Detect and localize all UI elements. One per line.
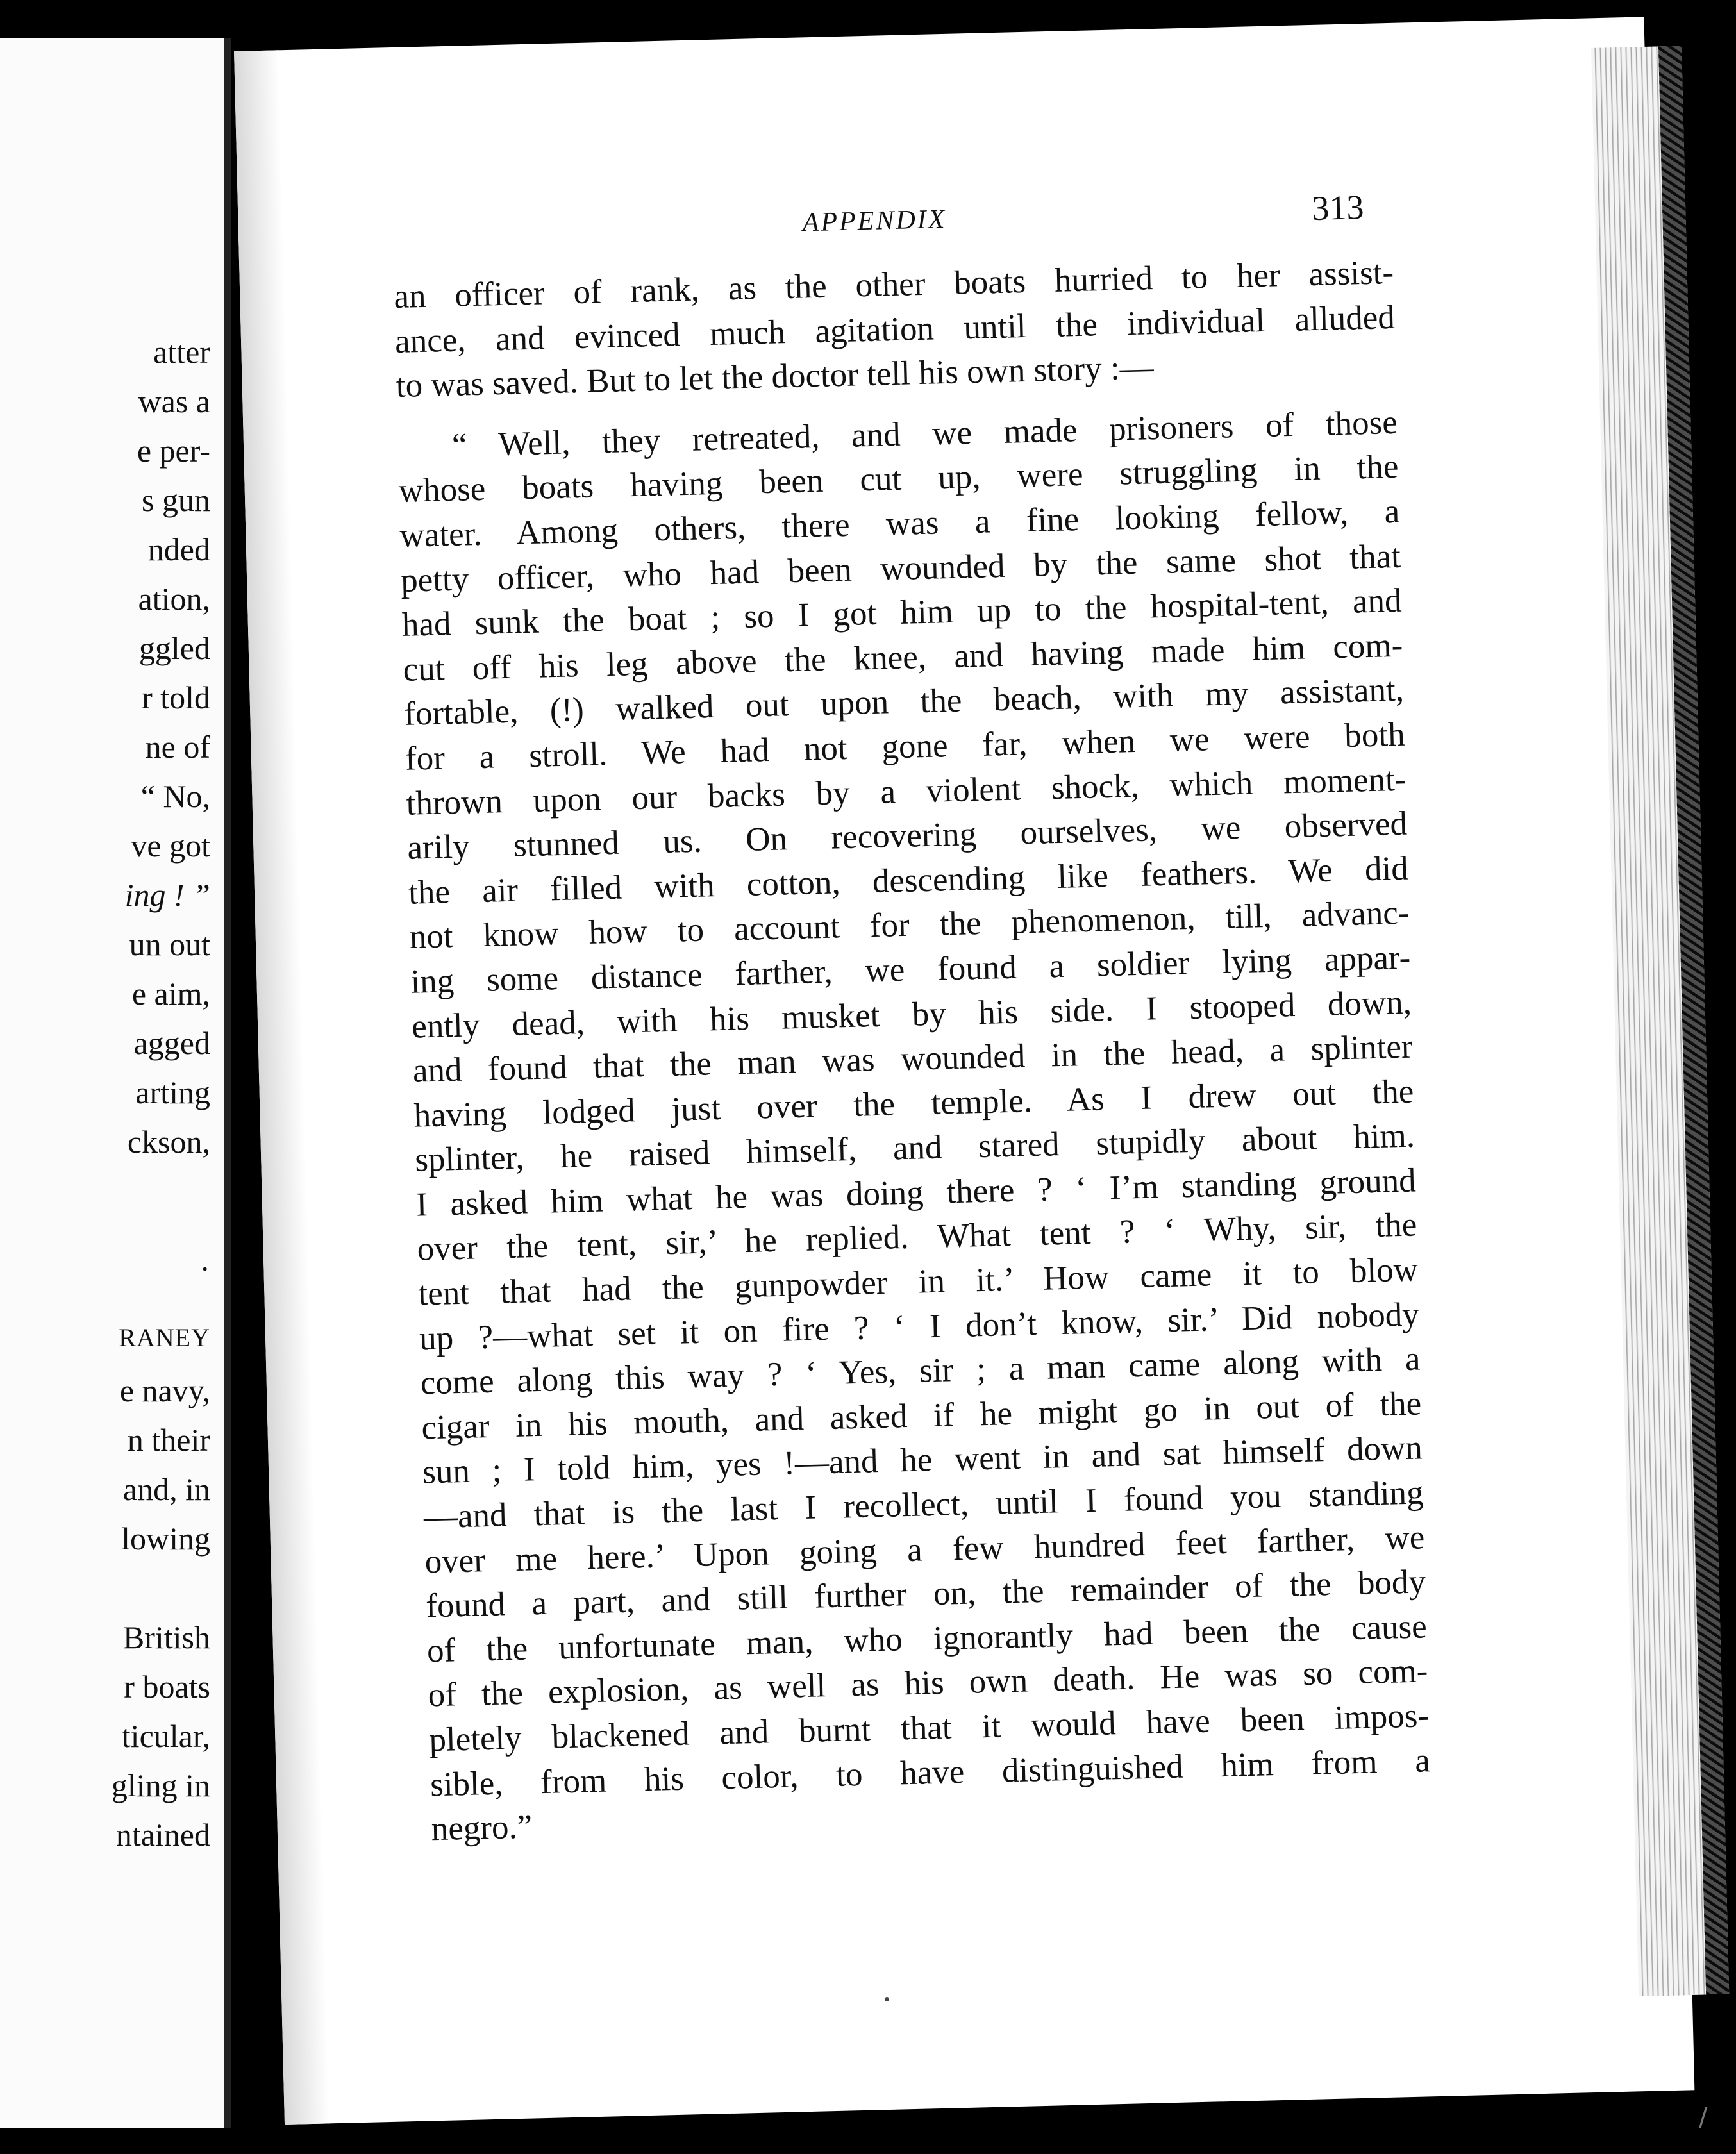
text-line: petty officer, who had been wounded by the same shot that: [400, 537, 1401, 599]
text-line: not know how to account for the phenomenon, till, advanc-: [409, 894, 1410, 956]
text-line: cigar in his mouth, and asked if he might go in out of the: [421, 1385, 1422, 1447]
left-line: e per-: [137, 433, 210, 469]
left-line: gling in: [111, 1767, 210, 1803]
left-line: ntained: [115, 1817, 210, 1853]
text-line: over the tent, sir,’ he replied. What tent ? ‘ Why, sir, the: [417, 1206, 1417, 1269]
left-line: un out: [129, 926, 210, 962]
left-line: ne of: [145, 729, 210, 765]
left-line: ggled: [138, 630, 210, 666]
scan-mark: /: [1699, 2103, 1708, 2132]
text-line: sun ; I told him, yes !—and he went in and sat himself down: [422, 1429, 1423, 1491]
left-line: and, in: [122, 1471, 210, 1507]
left-line: ation,: [138, 581, 210, 617]
text-line: whose boats having been cut up, were struggling in the: [398, 448, 1399, 510]
text-line: “ Well, they retreated, and we made prisoners of those: [451, 403, 1398, 464]
text-line: over me here.’ Upon going a few hundred feet farther, we: [424, 1518, 1425, 1581]
text-line: ing some distance farther, we found a soldier lying appar-: [410, 939, 1411, 1001]
text-line: fortable, (!) walked out upon the beach, with my assistant,: [403, 671, 1405, 733]
left-line: “ No,: [140, 778, 210, 814]
text-line: had sunk the boat ; so I got him up to the hospital-tent, and: [401, 581, 1403, 644]
left-line: British: [122, 1619, 210, 1655]
left-line: r told: [142, 680, 210, 715]
left-line: nded: [147, 531, 210, 567]
text-line: splinter, he raised himself, and stared stupidly about him.: [414, 1117, 1415, 1179]
text-line: I asked him what he was doing there ? ‘ I’m standing ground: [415, 1162, 1417, 1224]
left-line: RANEY: [119, 1323, 210, 1352]
left-page: [0, 38, 231, 2128]
gutter-shadow: [234, 50, 330, 2125]
right-page: [234, 17, 1694, 2125]
text-line: tent that had the gunpowder in it.’ How came it to blow: [417, 1251, 1419, 1313]
left-line: s gun: [142, 482, 210, 518]
left-line: arting: [135, 1074, 210, 1110]
left-line: ticular,: [121, 1718, 210, 1754]
text-line: sible, from his color, to have distinguished him from a: [430, 1741, 1431, 1803]
page-number: 313: [1311, 188, 1365, 228]
text-line: cut off his leg above the knee, and having made him com-: [402, 626, 1403, 689]
text-line: thrown upon our backs by a violent shock, which moment-: [406, 760, 1406, 822]
left-line: lowing: [121, 1521, 210, 1557]
text-line: water. Among others, there was a fine looking fellow, a: [399, 492, 1400, 555]
left-line: was a: [138, 383, 210, 419]
scan-speck: [885, 1997, 889, 2001]
left-line: ve got: [131, 828, 210, 864]
text-line: an officer of rank, as the other boats hurried to her assist-: [393, 253, 1394, 316]
text-line: having lodged just over the temple. As I drew out the: [413, 1073, 1414, 1135]
text-line: for a stroll. We had not gone far, when we were both: [405, 715, 1406, 778]
text-line: up ?—what set it on fire ? ‘ I don’t know, sir.’ Did nobody: [419, 1296, 1420, 1358]
left-line: e navy,: [119, 1373, 210, 1408]
left-line: r boats: [124, 1669, 210, 1705]
text-line: of the unfortunate man, who ignorantly had been the cause: [426, 1608, 1428, 1670]
text-line: of the explosion, as well as his own death. He was so com-: [428, 1652, 1428, 1714]
text-line: and found that the man was wounded in the head, a splinter: [412, 1028, 1414, 1090]
text-line: —and that is the last I recollect, until I found you standing: [423, 1474, 1424, 1536]
text-line: pletely blackened and burnt that it would have been impos-: [428, 1697, 1430, 1759]
text-line: come along this way ? ‘ Yes, sir ; a man came along with a: [420, 1340, 1421, 1402]
left-line: atter: [153, 334, 210, 370]
body-text: [394, 251, 1432, 1852]
left-line: n their: [127, 1422, 210, 1458]
text-line: the air filled with cotton, descending like feathers. We did: [408, 849, 1409, 912]
text-line: ance, and evinced much agitation until the individual alluded: [394, 298, 1396, 360]
left-line: ckson,: [127, 1124, 210, 1160]
text-line: to was saved. But to let the doctor tell his own story :—: [396, 349, 1155, 405]
left-line: e aim,: [131, 976, 210, 1012]
left-line: ing ! ”: [124, 877, 210, 913]
text-line: arily stunned us. On recovering ourselves, we observed: [406, 805, 1408, 867]
text-line: negro.”: [431, 1808, 533, 1848]
text-line: ently dead, with his musket by his side. I stooped down,: [411, 983, 1412, 1046]
running-head: APPENDIX: [802, 204, 947, 238]
left-line: agged: [133, 1025, 210, 1061]
text-line: found a part, and still further on, the remainder of the body: [425, 1563, 1426, 1625]
left-line: ·: [199, 1251, 210, 1287]
